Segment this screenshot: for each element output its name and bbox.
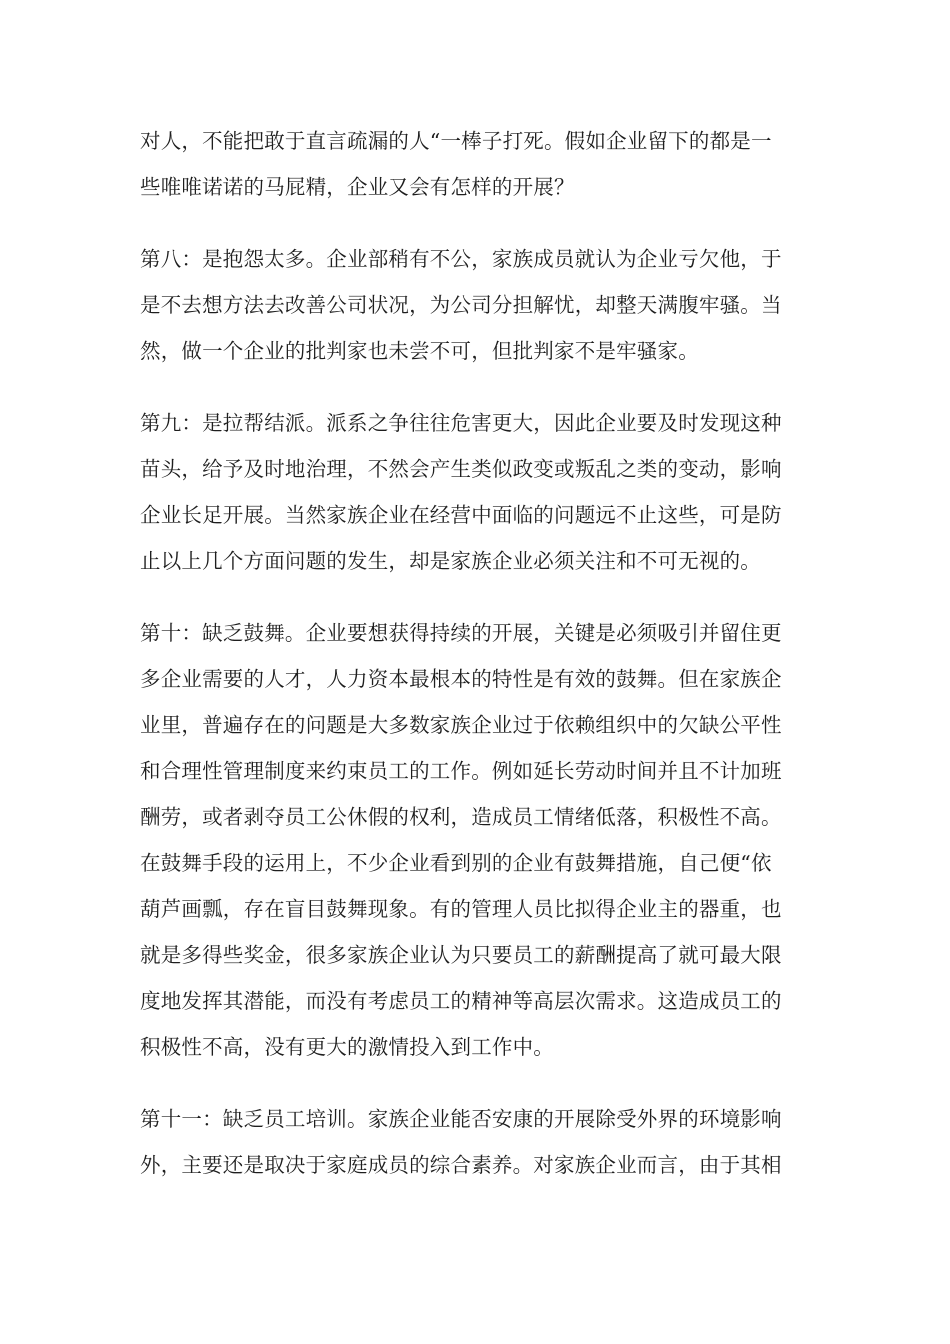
text-line: 葫芦画瓢，存在盲目鼓舞现象。有的管理人员比拟得企业主的器重，也 xyxy=(140,897,782,921)
text-line: 止以上几个方面问题的发生，却是家族企业必须关注和不可无视的。 xyxy=(140,549,761,573)
text-line: 第十一：缺乏员工培训。家族企业能否安康的开展除受外界的环境影响 xyxy=(140,1107,782,1131)
text-line: 在鼓舞手段的运用上，不少企业看到别的企业有鼓舞措施，自己便“依 xyxy=(140,851,772,875)
paragraph xyxy=(140,236,820,374)
text-line: 就是多得些奖金，很多家族企业认为只要员工的薪酬提高了就可最大限 xyxy=(140,943,782,967)
text-line: 企业长足开展。当然家族企业在经营中面临的问题远不止这些，可是防 xyxy=(140,503,782,527)
text-line: 苗头，给予及时地治理，不然会产生类似政变或叛乱之类的变动，影响 xyxy=(140,457,782,481)
text-line: 第九：是拉帮结派。派系之争往往危害更大，因此企业要及时发现这种 xyxy=(140,411,782,435)
paragraph xyxy=(140,1096,820,1188)
text-line: 是不去想方法去改善公司状况，为公司分担解忧，却整天满腹牢骚。当 xyxy=(140,293,782,317)
text-line: 度地发挥其潜能，而没有考虑员工的精神等高层次需求。这造成员工的 xyxy=(140,989,782,1013)
text-line: 然，做一个企业的批判家也未尝不可，但批判家不是牢骚家。 xyxy=(140,339,699,363)
text-line: 和合理性管理制度来约束员工的工作。例如延长劳动时间并且不计加班 xyxy=(140,759,782,783)
text-line: 外，主要还是取决于家庭成员的综合素养。对家族企业而言，由于其相 xyxy=(140,1153,782,1177)
document-body xyxy=(140,118,820,1214)
paragraph xyxy=(140,118,820,210)
text-line: 第八：是抱怨太多。企业部稍有不公，家族成员就认为企业亏欠他，于 xyxy=(140,247,782,271)
paragraph xyxy=(140,400,820,584)
text-line: 积极性不高，没有更大的激情投入到工作中。 xyxy=(140,1035,554,1059)
text-line: 多企业需要的人才，人力资本最根本的特性是有效的鼓舞。但在家族企 xyxy=(140,667,782,691)
text-line: 对人，不能把敢于直言疏漏的人“一棒子打死。假如企业留下的都是一 xyxy=(140,129,772,153)
text-line: 些唯唯诺诺的马屁精，企业又会有怎样的开展？ xyxy=(140,175,575,199)
text-line: 业里，普遍存在的问题是大多数家族企业过于依赖组织中的欠缺公平性 xyxy=(140,713,782,737)
text-line: 酬劳，或者剥夺员工公休假的权利，造成员工情绪低落，积极性不高。 xyxy=(140,805,782,829)
paragraph xyxy=(140,610,820,1070)
text-line: 第十：缺乏鼓舞。企业要想获得持续的开展，关键是必须吸引并留住更 xyxy=(140,621,782,645)
